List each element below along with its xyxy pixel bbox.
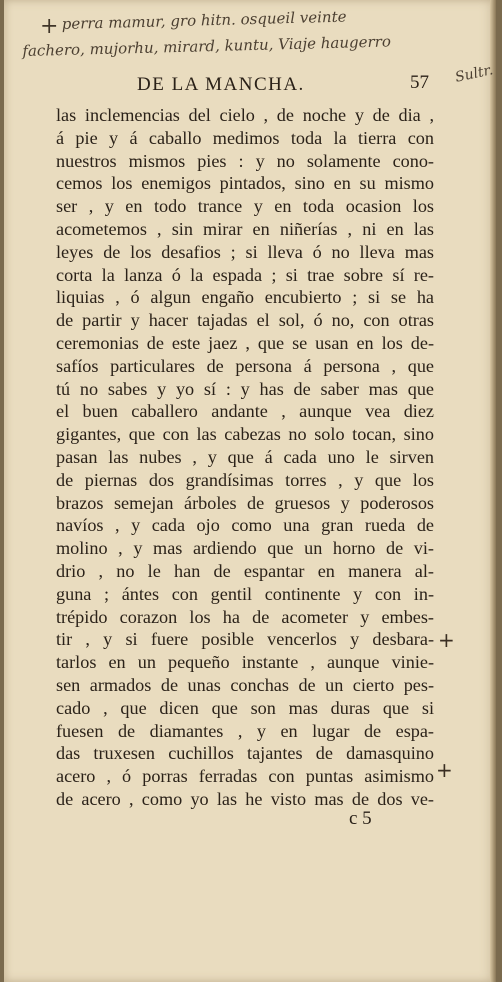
text-line: corta la lanza ó la espada ; si trae sobre sí re- <box>56 264 434 285</box>
signature-mark: c 5 <box>349 808 372 829</box>
annotation-cross-mark: + <box>40 14 59 39</box>
running-head: DE LA MANCHA. <box>137 74 305 95</box>
text-line: el buen caballero andante , aunque vea diez <box>56 401 434 422</box>
text-line: de acero , como yo las he visto mas de dos ve- <box>56 788 434 809</box>
handwritten-annotation <box>22 1 464 64</box>
text-line: fuesen de diamantes , y en lugar de espa- <box>56 720 434 741</box>
text-line: tarlos en un pequeño instante , aunque vinie- <box>56 652 434 673</box>
book-page <box>4 0 496 982</box>
text-line: gigantes, que con las cabezas no solo tocan, sino <box>56 424 434 445</box>
text-line: guna ; ántes con gentil continente y con in- <box>56 583 434 604</box>
text-line: de partir y hacer tajadas el sol, ó no, con otras <box>56 310 434 331</box>
text-line: tú no sabes y yo sí : y has de saber mas que <box>56 378 434 399</box>
margin-cross-mark: + <box>436 758 453 782</box>
text-line: liquias , ó algun engaño encubierto ; si se ha <box>56 287 434 308</box>
text-line: acero , ó porras ferradas con puntas asimismo <box>56 766 434 787</box>
text-line: cemos los enemigos pintados, sino en su mismo <box>56 173 434 194</box>
text-line: trépido corazon los ha de acometer y embes- <box>56 606 434 627</box>
text-line: molino , y mas ardiendo que un horno de vi- <box>56 538 434 559</box>
text-line: las inclemencias del cielo , de noche y de dia , <box>56 105 434 125</box>
page-number: 57 <box>410 72 429 93</box>
text-line: de piernas dos grandísimas torres , y que los <box>56 469 434 490</box>
text-line: cado , que dicen que son mas duras que si <box>56 697 434 718</box>
page-header <box>129 62 495 100</box>
text-line: ser , y en todo trance y en toda ocasion los <box>56 196 434 217</box>
page-edge <box>490 0 496 982</box>
text-line: á pie y á caballo medimos toda la tierra con <box>56 127 434 148</box>
text-line: nuestros mismos pies : y no solamente cono- <box>56 150 434 171</box>
text-line: sen armados de unas conchas de un cierto pes- <box>56 674 434 695</box>
annotation-line-2: fachero, mujorhu, mirard, kuntu, Viaje haugerro <box>22 32 392 61</box>
text-line: navíos , y cada ojo como una gran rueda de <box>56 515 434 536</box>
text-line: acometemos , sin mirar en niñerías , ni en las <box>56 218 434 239</box>
handwritten-folio-note: Sultr. <box>453 62 495 86</box>
annotation-line-1: perra mamur, gro hitn. osqueil veinte <box>61 7 347 34</box>
text-line: leyes de los desafios ; si lleva ó no lleva mas <box>56 241 434 262</box>
text-line: tir , y si fuere posible vencerlos y desbara- <box>56 629 434 650</box>
text-line: brazos semejan árboles de gruesos y poderosos <box>56 492 434 513</box>
text-line: drio , no le han de espantar en manera al- <box>56 560 434 581</box>
text-line: pasan las nubes , y que á cada uno le sirven <box>56 446 434 467</box>
body-text <box>56 104 434 811</box>
margin-cross-mark: + <box>438 628 455 652</box>
text-line: das truxesen cuchillos tajantes de damasquino <box>56 743 434 764</box>
text-line: safíos particulares de persona á persona , que <box>56 355 434 376</box>
text-line: ceremonias de este jaez , que se usan en los de- <box>56 332 434 353</box>
